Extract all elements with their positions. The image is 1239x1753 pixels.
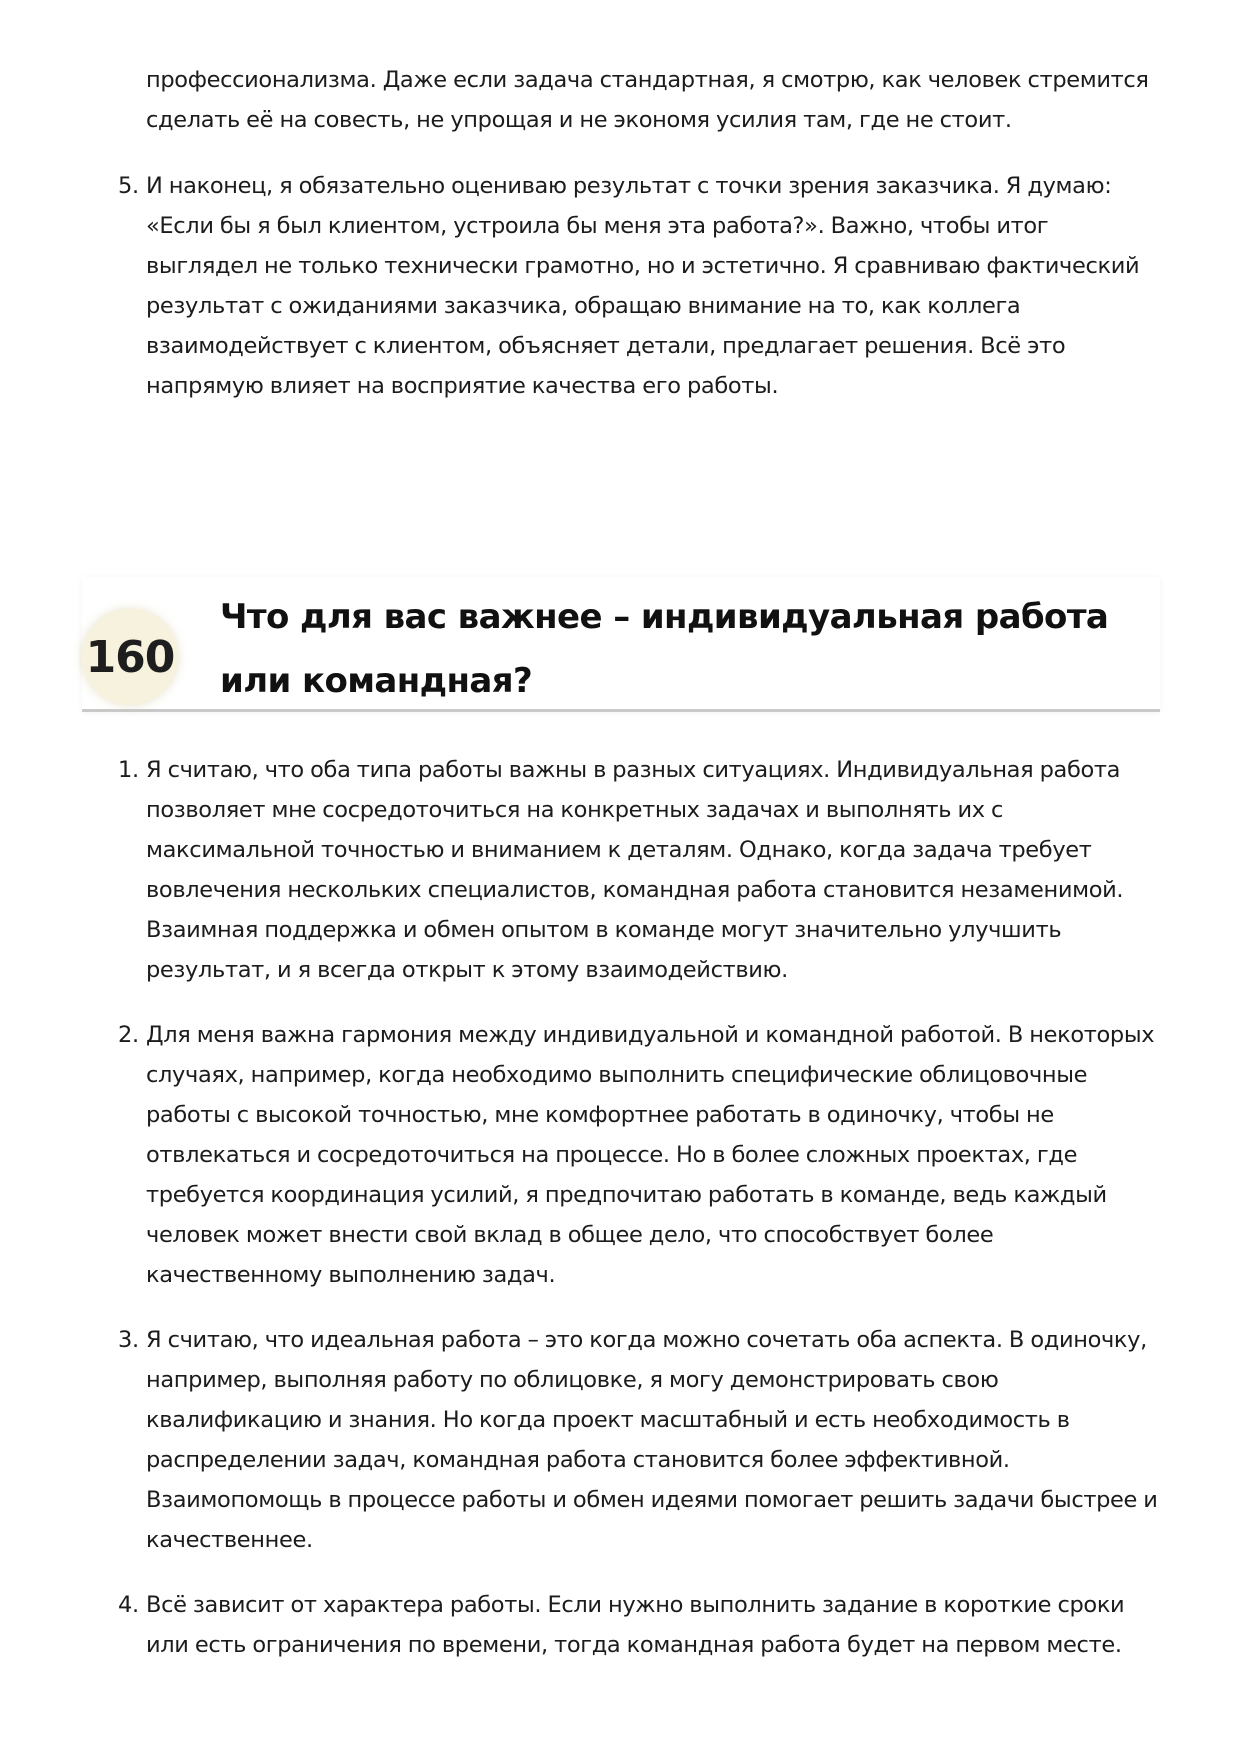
item-text: профессионализма. Даже если задача стандартная, я смотрю, как человек стремится сделать её на совесть, не упрощая и не экономя усилия там, где не стоит. bbox=[146, 67, 1149, 133]
item-number: 5. bbox=[118, 173, 139, 199]
item-text: Всё зависит от характера работы. Если нужно выполнить задание в короткие сроки или есть ограничения по времени, тогда командная работа будет на первом месте. bbox=[146, 1592, 1125, 1658]
item-text: Я считаю, что идеальная работа – это когда можно сочетать оба аспекта. В одиночку, например, выполняя работу по облицовке, я могу демонстрировать свою квалификацию и знания. Но когда проект масштабный и есть необходимость в распределении задач, командная работа становится более эффективной. Взаимопомощь в процессе работы и обмен идеями помогает решить задачи быстрее и качественнее. bbox=[146, 1327, 1158, 1553]
item-number: 4. bbox=[118, 1592, 139, 1618]
answers-list bbox=[118, 750, 1158, 1690]
item-text: Для меня важна гармония между индивидуальной и командной работой. В некоторых случаях, например, когда необходимо выполнить специфические облицовочные работы с высокой точностью, мне комфортнее работать в одиночку, чтобы не отвлекаться и сосредоточиться на процессе. Но в более сложных проектах, где требуется координация усилий, я предпочитаю работать в команде, ведь каждый человек может внести свой вклад в общее дело, что способствует более качественному выполнению задач. bbox=[146, 1022, 1155, 1288]
previous-answers-list bbox=[118, 60, 1158, 406]
list-item bbox=[118, 750, 1158, 990]
item-number: 1. bbox=[118, 757, 139, 783]
question-number-badge: 160 bbox=[82, 609, 178, 705]
question-header bbox=[82, 577, 1160, 712]
list-item bbox=[118, 166, 1158, 406]
list-item bbox=[118, 1015, 1158, 1295]
item-text: И наконец, я обязательно оцениваю результат с точки зрения заказчика. Я думаю: «Если бы я был клиентом, устроила бы меня эта работа?». Важно, чтобы итог выглядел не только технически грамотно, но и эстетично. Я сравниваю фактический результат с ожиданиями заказчика, обращаю внимание на то, как коллега взаимодействует с клиентом, объясняет детали, предлагает решения. Всё это напрямую влияет на восприятие качества его работы. bbox=[146, 173, 1140, 399]
item-number: 2. bbox=[118, 1022, 139, 1048]
item-text: Я считаю, что оба типа работы важны в разных ситуациях. Индивидуальная работа позволяет мне сосредоточиться на конкретных задачах и выполнять их с максимальной точностью и вниманием к деталям. Однако, когда задача требует вовлечения нескольких специалистов, командная работа становится незаменимой. Взаимная поддержка и обмен опытом в команде могут значительно улучшить результат, и я всегда открыт к этому взаимодействию. bbox=[146, 757, 1124, 983]
list-item bbox=[118, 60, 1158, 140]
list-item bbox=[118, 1320, 1158, 1560]
list-item bbox=[118, 1585, 1158, 1665]
question-title: Что для вас важнее – индивидуальная работа или командная? bbox=[220, 597, 1109, 701]
item-number: 3. bbox=[118, 1327, 139, 1353]
